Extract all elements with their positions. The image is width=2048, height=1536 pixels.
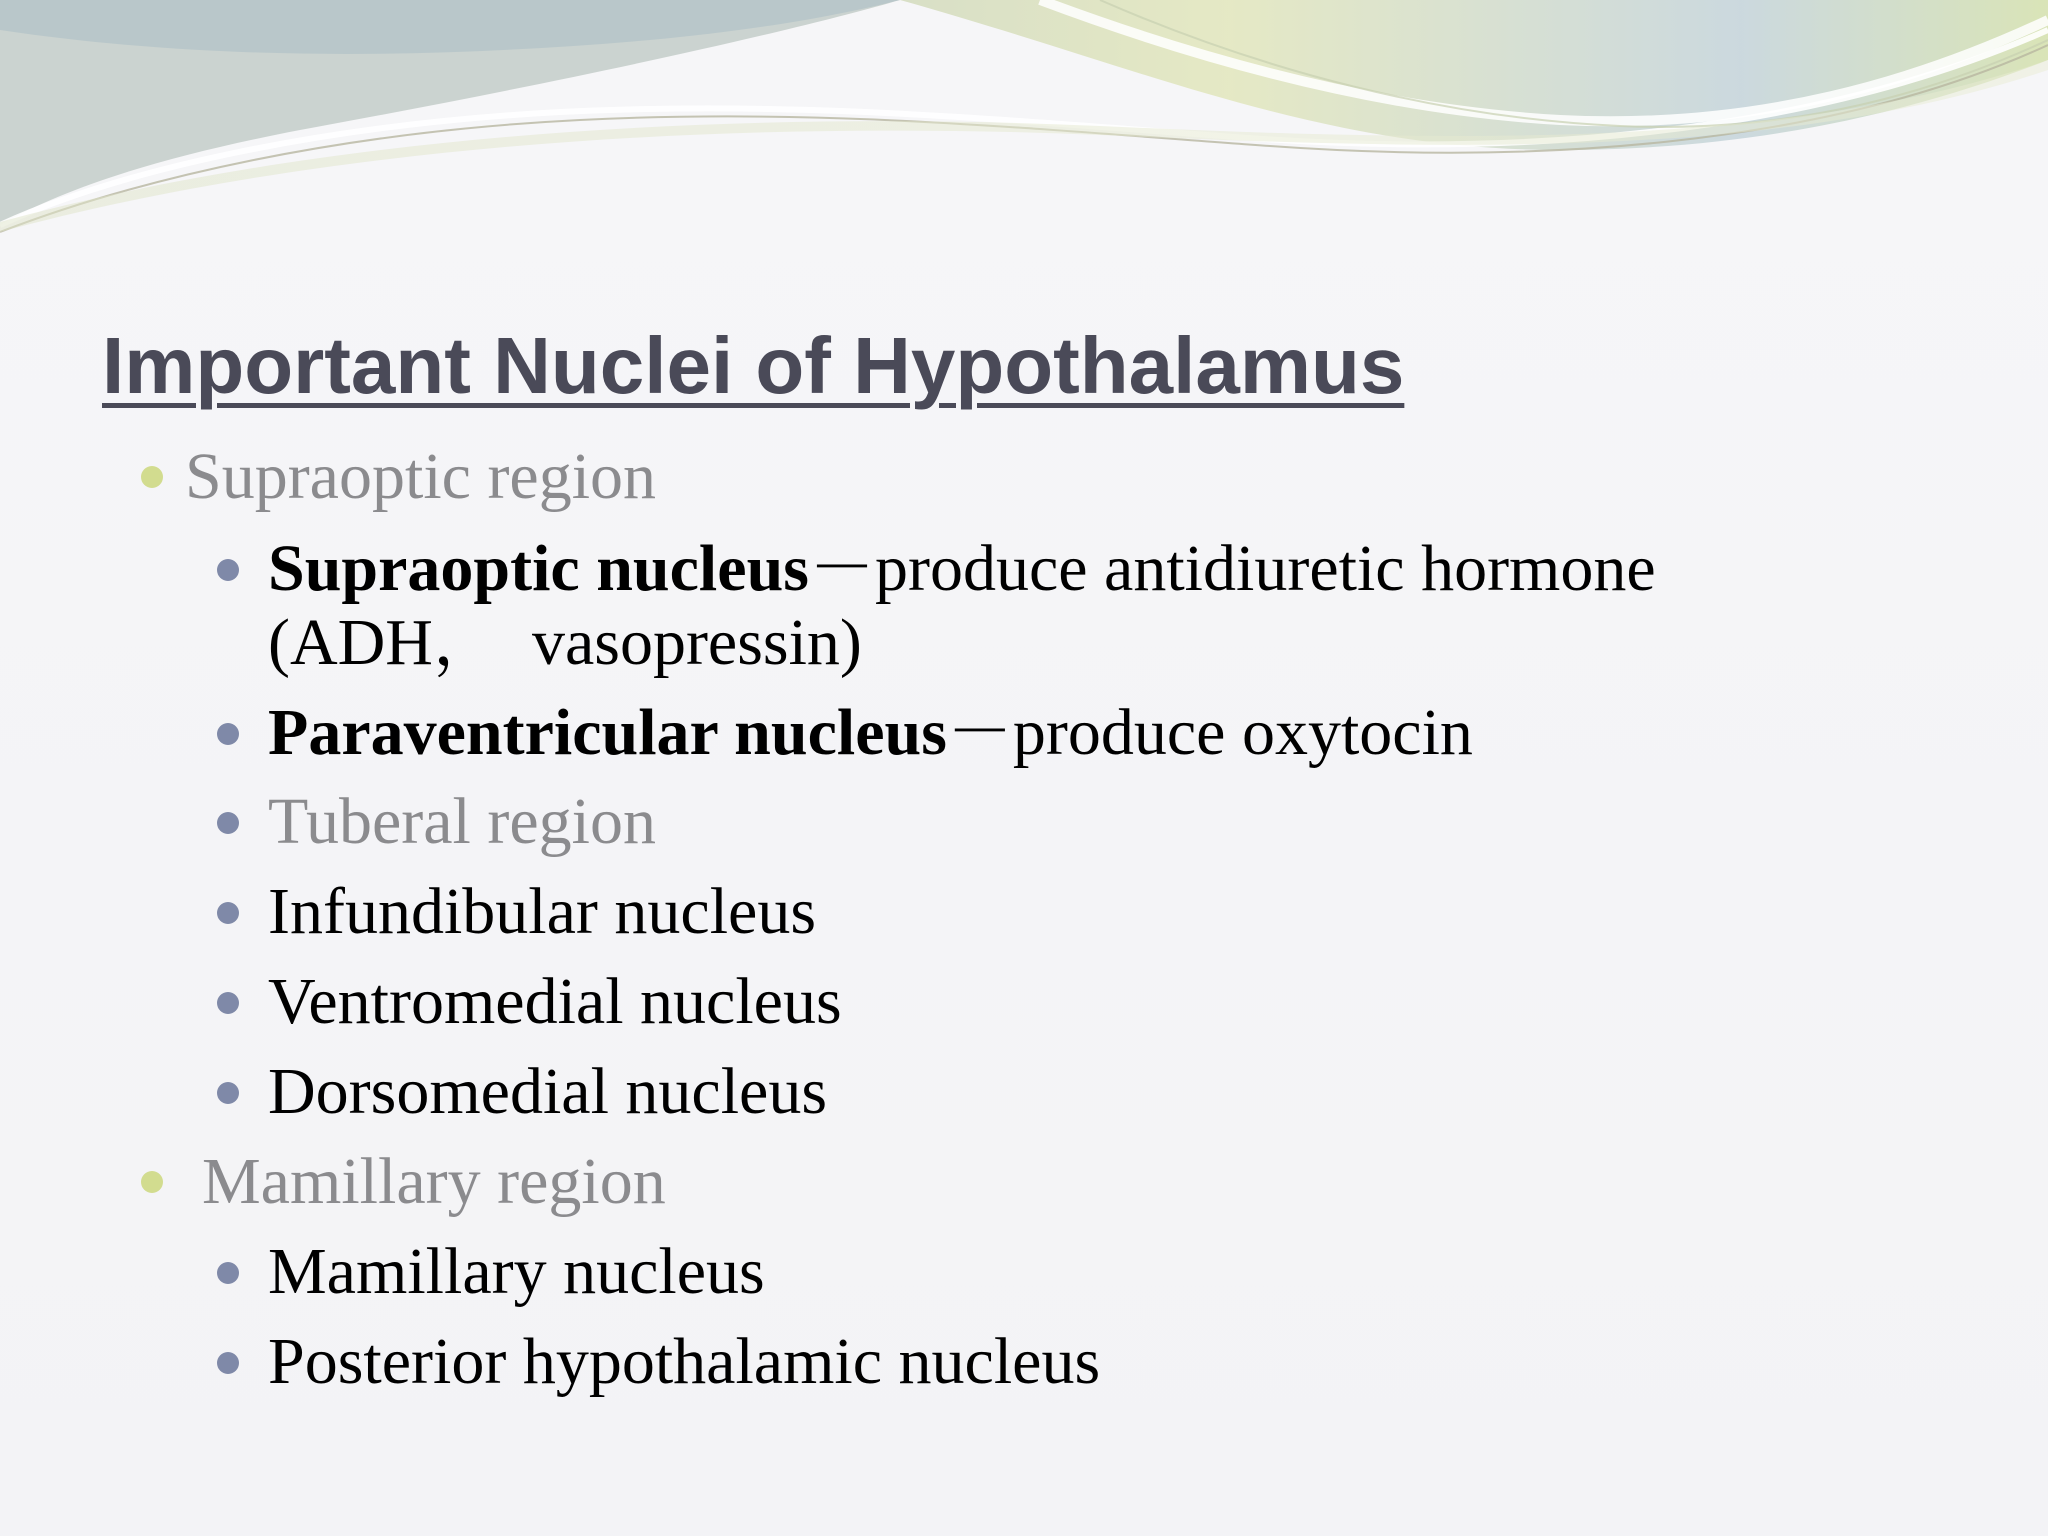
bullet-mamillary-nucleus bbox=[268, 1235, 765, 1309]
bullet-dorsomedial-nucleus bbox=[268, 1055, 827, 1129]
bullet-supraoptic-nucleus bbox=[268, 532, 1656, 606]
bullet-dot-icon bbox=[141, 1171, 163, 1193]
bullet-dot-icon bbox=[217, 1262, 239, 1284]
bullet-dot-icon bbox=[217, 812, 239, 834]
slide-title: Important Nuclei of Hypothalamus bbox=[102, 321, 1405, 410]
bullet-text: produce oxytocin bbox=[1012, 696, 1473, 769]
bullet-tuberal-region bbox=[268, 785, 656, 859]
bullet-dot-icon bbox=[217, 902, 239, 924]
bullet-text: Tuberal region bbox=[268, 785, 657, 858]
bullet-dot-icon bbox=[141, 466, 163, 488]
bullet-dot-icon bbox=[217, 559, 239, 581]
bullet-bold-term: Supraoptic nucleus bbox=[268, 532, 809, 605]
bullet-infundibular-nucleus bbox=[268, 875, 816, 949]
bullet-text: Posterior hypothalamic nucleus bbox=[268, 1325, 1101, 1398]
bullet-bold-term: Paraventricular nucleus bbox=[268, 696, 947, 769]
bullet-dash: － bbox=[808, 532, 875, 605]
bullet-text: Dorsomedial nucleus bbox=[268, 1055, 828, 1128]
bullet-dot-icon bbox=[217, 1082, 239, 1104]
bullet-supraoptic-nucleus-continued bbox=[268, 606, 862, 680]
bullet-paraventricular-nucleus bbox=[268, 696, 1473, 770]
bullet-posterior-hypothalamic-nucleus bbox=[268, 1325, 1100, 1399]
bullet-text: Mamillary region bbox=[202, 1145, 666, 1218]
bullet-dot-icon bbox=[217, 1352, 239, 1374]
bullet-dash: － bbox=[946, 696, 1013, 769]
bullet-text: Supraoptic region bbox=[185, 440, 657, 513]
bullet-text: produce antidiuretic hormone bbox=[874, 532, 1656, 605]
bullet-text: Infundibular nucleus bbox=[268, 875, 817, 948]
bullet-supraoptic-region bbox=[185, 440, 656, 514]
bullet-text: Ventromedial nucleus bbox=[268, 965, 842, 1038]
bullet-ventromedial-nucleus bbox=[268, 965, 842, 1039]
bullet-mamillary-region bbox=[202, 1145, 666, 1219]
bullet-dot-icon bbox=[217, 723, 239, 745]
bullet-dot-icon bbox=[217, 992, 239, 1014]
bullet-text: Mamillary nucleus bbox=[268, 1235, 765, 1308]
bullet-text-line2: (ADH， vasopressin) bbox=[268, 606, 862, 679]
